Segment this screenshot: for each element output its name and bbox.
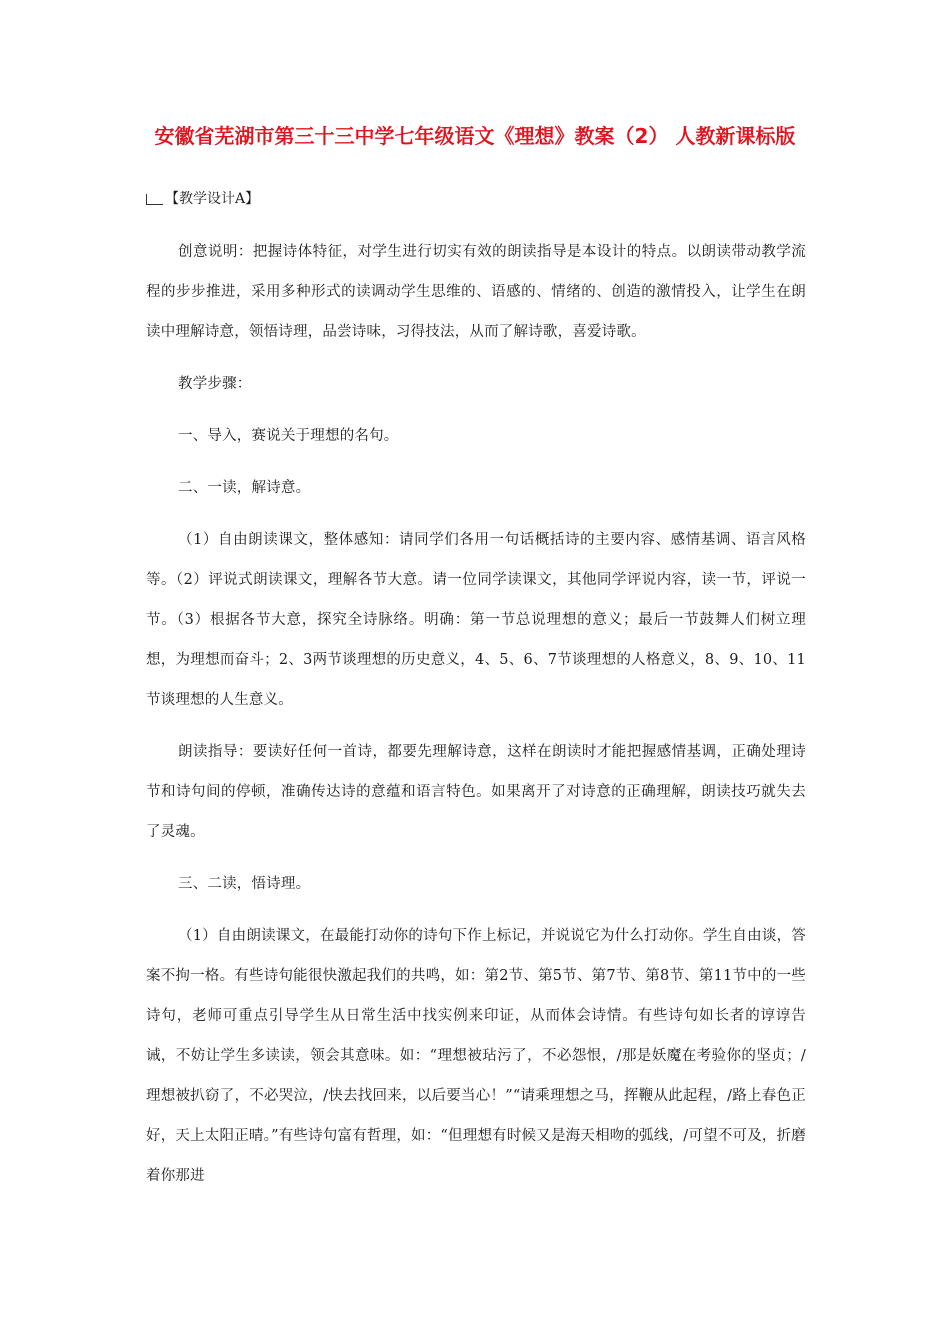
paragraph-teaching-steps: 教学步骤： [178, 376, 252, 392]
paragraph-step-two-detail: （1）自由朗读课文，整体感知：请同学们各用一句话概括诗的主要内容、感情基调、语言风格等。（2）评说式朗读课文，理解各节大意。请一位同学读课文，其他同学评说内容，读一节，评说一节。（3）根据各节大意，探究全诗脉络。明确：第一节总说理想的意义；最后一节鼓舞人们树立理想，为理想而奋斗；2、3两节谈理想的历史意义，4、5、6、7节谈理想的人格意义，8、9、10、11节谈理想的人生意义。 [146, 532, 806, 708]
document-title: 安徽省芜湖市第三十三中学七年级语文《理想》教案（2） 人教新课标版 [154, 124, 796, 148]
paragraph-creative-note: 创意说明：把握诗体特征，对学生进行切实有效的朗读指导是本设计的特点。以朗读带动教学流程的步步推进，采用多种形式的读调动学生思维的、语感的、情绪的、创造的激情投入，让学生在朗读中理解诗意，领悟诗理，品尝诗味，习得技法，从而了解诗歌，喜爱诗歌。 [146, 244, 806, 340]
paragraph-reading-guide: 朗读指导：要读好任何一首诗，都要先理解诗意，这样在朗读时才能把握感情基调，正确处理诗节和诗句间的停顿，准确传达诗的意蕴和语言特色。如果离开了对诗意的正确理解，朗读技巧就失去了灵魂。 [146, 744, 806, 840]
section-heading [146, 188, 259, 210]
heading-marker [146, 194, 163, 205]
paragraph-step-three: 三、二读，悟诗理。 [178, 876, 311, 892]
paragraph-step-two: 二、一读，解诗意。 [178, 480, 311, 496]
paragraph-step-three-detail: （1）自由朗读课文，在最能打动你的诗句下作上标记，并说说它为什么打动你。学生自由谈，答案不拘一格。有些诗句能很快激起我们的共鸣，如：第2节、第5节、第7节、第8节、第11节中的一些诗句，老师可重点引导学生从日常生活中找实例来印证，从而体会诗情。有些诗句如长者的谆谆告诫，不妨让学生多读读，领会其意味。如：“理想被玷污了，不必怨恨，/那是妖魔在考验你的坚贞；/理想被扒窃了，不必哭泣，/快去找回来，以后要当心！”“请乘理想之马，挥鞭从此起程，/路上春色正好，天上太阳正晴。”有些诗句富有哲理，如：“但理想有时候又是海天相吻的弧线，/可望不可及，折磨着你那进 [146, 928, 806, 1184]
document-body [146, 232, 806, 1208]
paragraph-step-one: 一、导入，赛说关于理想的名句。 [178, 428, 399, 444]
section-heading-text: 【教学设计A】 [165, 191, 260, 207]
